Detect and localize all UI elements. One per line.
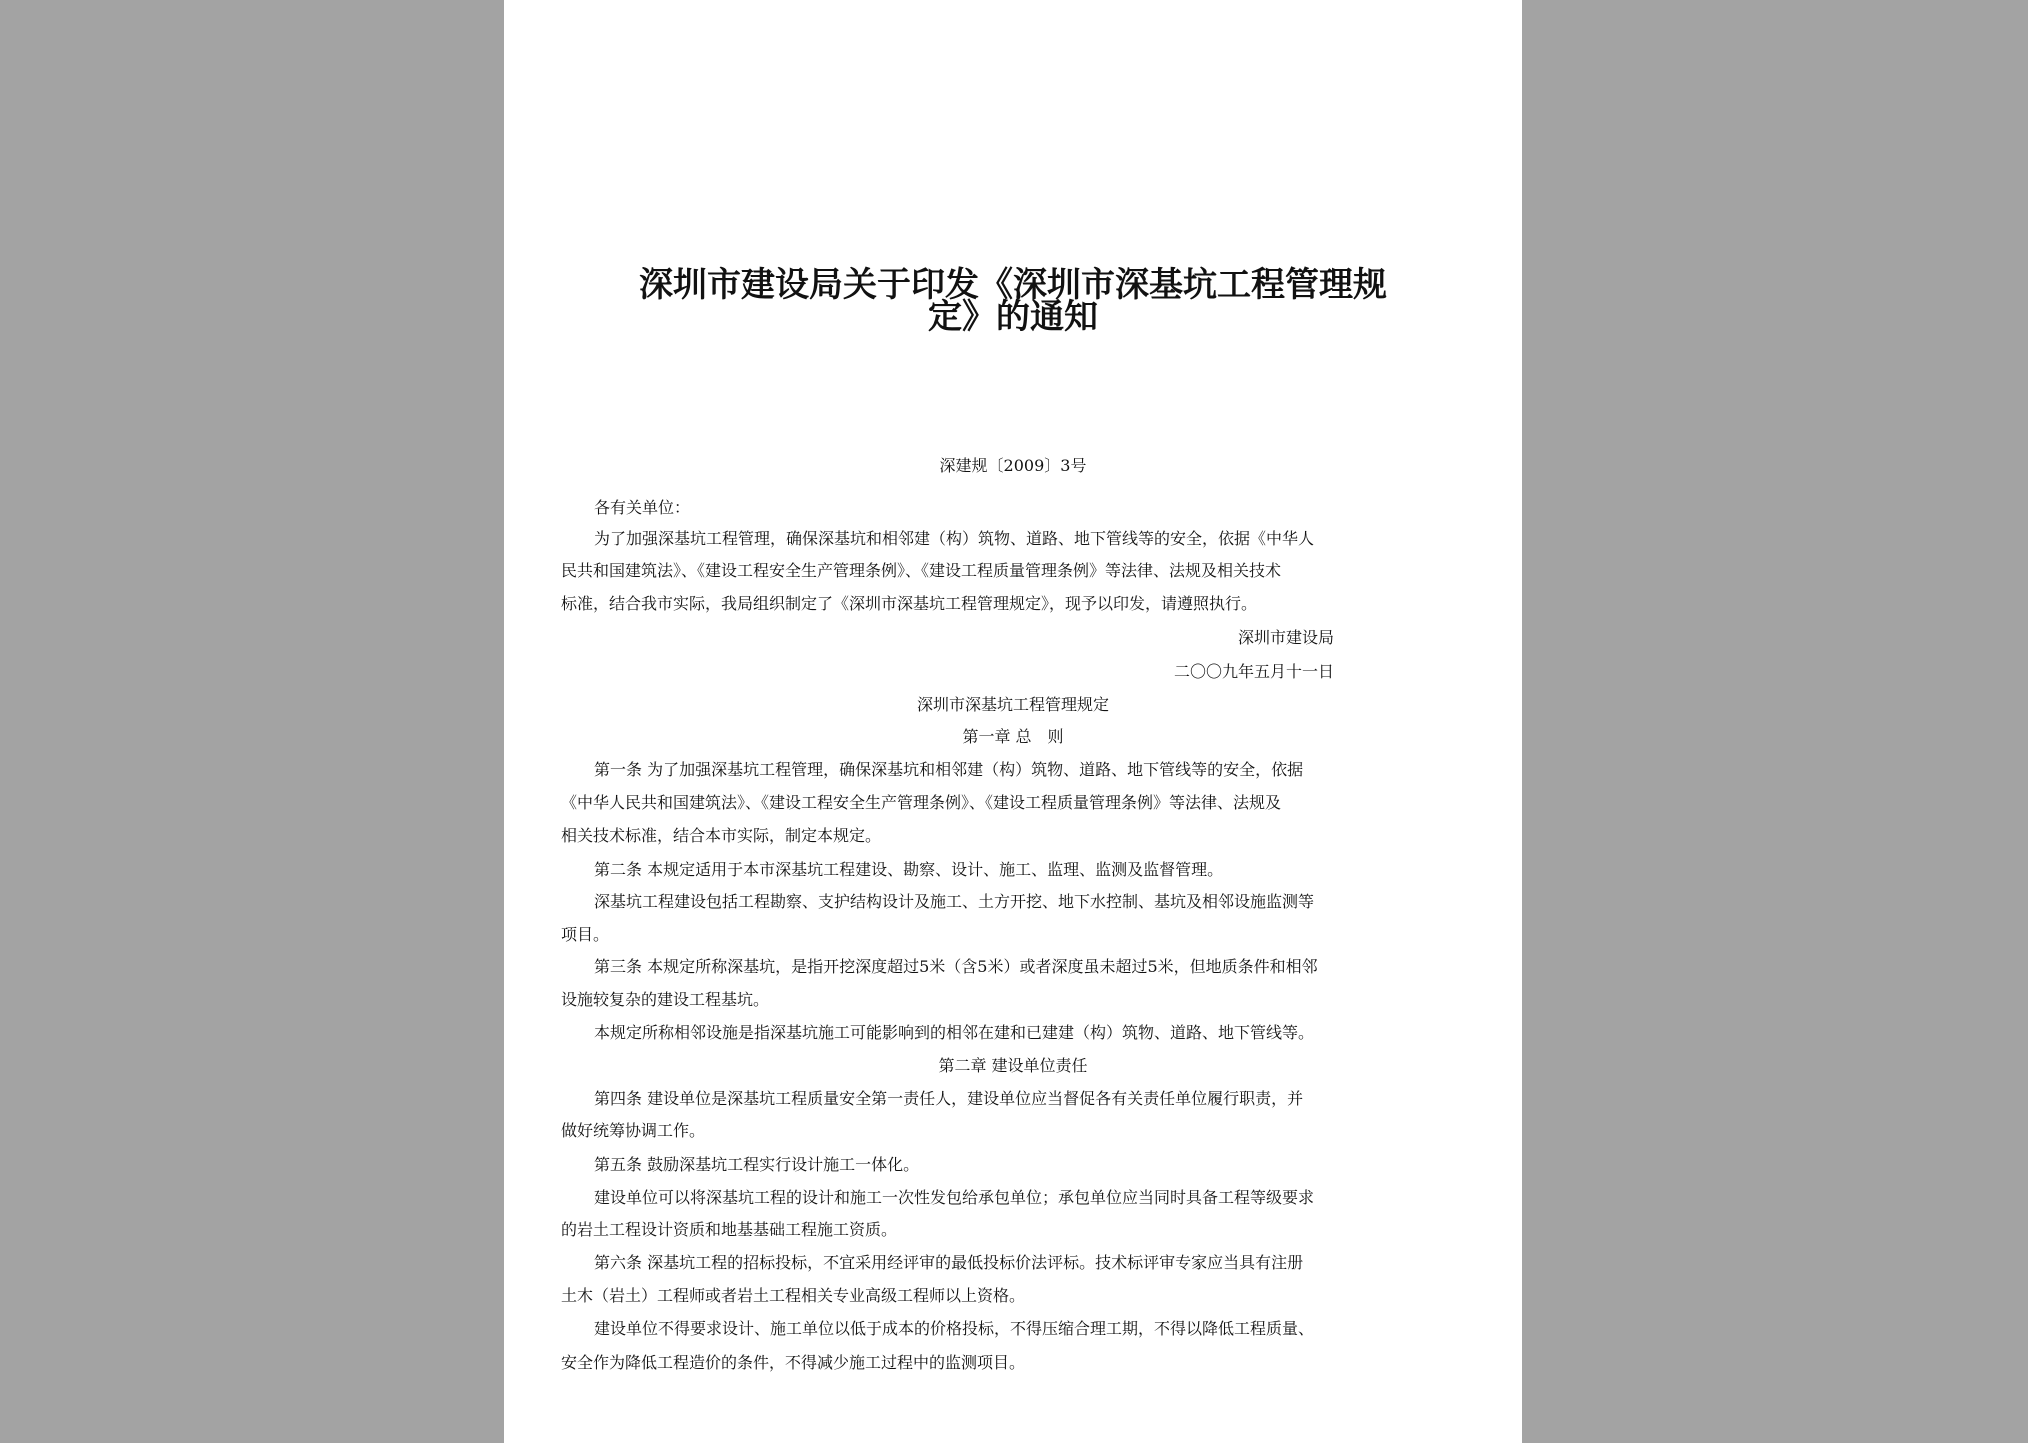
- article-4-line-2: 做好统筹协调工作。: [561, 1121, 706, 1140]
- article-3-line-1: 第三条 本规定所称深基坑，是指开挖深度超过5米（含5米）或者深度虽未超过5米，但地质条件和相邻: [594, 957, 1318, 976]
- issue-date: 二〇〇九年五月十一日: [1173, 662, 1334, 681]
- document-page: [504, 0, 1522, 1443]
- regulation-title: 深圳市深基坑工程管理规定: [916, 695, 1109, 714]
- article-6-detail-line-1: 建设单位不得要求设计、施工单位以低于成本的价格投标，不得压缩合理工期，不得以降低工程质量、: [594, 1319, 1315, 1338]
- article-1-line-2: 《中华人民共和国建筑法》、《建设工程安全生产管理条例》、《建设工程质量管理条例》等法律、法规及: [561, 793, 1282, 812]
- chapter-2-heading: 第二章 建设单位责任: [938, 1056, 1088, 1075]
- article-6-line-2: 土木（岩土）工程师或者岩土工程相关专业高级工程师以上资格。: [561, 1286, 1026, 1305]
- article-2-detail-line-2: 项目。: [561, 925, 610, 944]
- article-5: 第五条 鼓励深基坑工程实行设计施工一体化。: [594, 1155, 920, 1174]
- article-6-line-1: 第六条 深基坑工程的招标投标，不宜采用经评审的最低投标价法评标。技术标评审专家应当具有注册: [594, 1253, 1304, 1272]
- issuer: 深圳市建设局: [1237, 628, 1334, 647]
- intro-line-2: 民共和国建筑法》、《建设工程安全生产管理条例》、《建设工程质量管理条例》等法律、法规及相关技术: [561, 561, 1282, 580]
- document-title-line-1: 深圳市建设局关于印发《深圳市深基坑工程管理规: [639, 265, 1387, 305]
- document-number: 深建规〔2009〕3号: [939, 456, 1087, 475]
- article-2-detail-line-1: 深基坑工程建设包括工程勘察、支护结构设计及施工、土方开挖、地下水控制、基坑及相邻设施监测等: [594, 892, 1315, 911]
- article-3-line-2: 设施较复杂的建设工程基坑。: [561, 990, 770, 1009]
- salutation: 各有关单位：: [594, 498, 691, 517]
- article-1-line-1: 第一条 为了加强深基坑工程管理，确保深基坑和相邻建（构）筑物、道路、地下管线等的安全，依据: [594, 760, 1304, 779]
- article-1-line-3: 相关技术标准，结合本市实际，制定本规定。: [561, 826, 882, 845]
- intro-line-1: 为了加强深基坑工程管理，确保深基坑和相邻建（构）筑物、道路、地下管线等的安全，依据《中华人: [594, 529, 1315, 548]
- article-3-detail: 本规定所称相邻设施是指深基坑施工可能影响到的相邻在建和已建建（构）筑物、道路、地下管线等。: [594, 1023, 1315, 1042]
- chapter-1-heading: 第一章 总 则: [962, 727, 1064, 746]
- article-5-detail-line-2: 的岩土工程设计资质和地基基础工程施工资质。: [561, 1220, 898, 1239]
- document-title-line-2: 定》的通知: [928, 297, 1098, 337]
- article-4-line-1: 第四条 建设单位是深基坑工程质量安全第一责任人，建设单位应当督促各有关责任单位履行职责，并: [594, 1089, 1304, 1108]
- article-2: 第二条 本规定适用于本市深基坑工程建设、勘察、设计、施工、监理、监测及监督管理。: [594, 860, 1224, 879]
- article-5-detail-line-1: 建设单位可以将深基坑工程的设计和施工一次性发包给承包单位；承包单位应当同时具备工程等级要求: [594, 1188, 1315, 1207]
- article-6-detail-line-2: 安全作为降低工程造价的条件，不得减少施工过程中的监测项目。: [561, 1353, 1026, 1372]
- intro-line-3: 标准，结合我市实际，我局组织制定了《深圳市深基坑工程管理规定》，现予以印发，请遵照执行。: [561, 594, 1258, 613]
